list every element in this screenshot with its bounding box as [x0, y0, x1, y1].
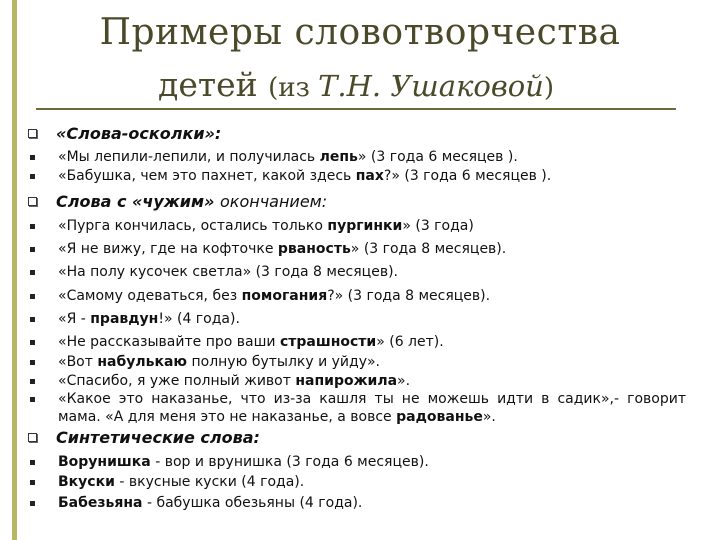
list-item	[22, 148, 706, 166]
list-item-text: «Я - правдун!» (4 года).	[58, 311, 240, 327]
title-main-word: детей	[158, 65, 258, 104]
list-item-text: «Бабушка, чем это пахнет, какой здесь пах?» (3 года 6 месяцев ).	[58, 168, 552, 184]
square-bullet-icon	[22, 390, 46, 408]
list-item	[22, 494, 706, 512]
list-item	[22, 217, 706, 235]
list-item-text: Бабезьяна - бабушка обезьяны (4 года).	[58, 495, 363, 511]
square-bullet-icon	[22, 287, 46, 305]
square-bullet-icon	[22, 310, 46, 328]
list-item	[22, 333, 706, 351]
title-paren-open: (из	[268, 73, 319, 103]
list-item	[22, 240, 706, 258]
list-item-text: «Мы лепили-лепили, и получилась лепь» (3 года 6 месяцев ).	[58, 149, 518, 165]
section-heading: «Слова-осколки»:	[56, 124, 222, 143]
list-item	[22, 310, 706, 328]
square-bullet-icon	[22, 217, 46, 235]
list-item	[22, 263, 706, 281]
checkbox-bullet-icon	[22, 192, 46, 210]
list-item	[22, 287, 706, 305]
square-bullet-icon	[22, 333, 46, 351]
list-item	[22, 372, 706, 390]
square-bullet-icon	[22, 240, 46, 258]
list-item	[22, 390, 706, 426]
list-item-text: «Спасибо, я уже полный живот напирожила».	[58, 373, 411, 389]
list-item-text: «Какое это наказанье, что из-за кашля ты не можешь идти в садик»,- говорит мама. «А для меня это не наказанье, а вовсе радованье».	[58, 391, 686, 425]
section-heading-synthetic	[22, 428, 706, 448]
slide-title-line-1: Примеры словотворчества	[99, 12, 621, 53]
title-author: Т.Н. Ушаковой	[318, 69, 544, 103]
list-item-text: «Самому одеваться, без помогания?» (3 года 8 месяцев).	[58, 288, 491, 304]
checkbox-bullet-icon	[22, 124, 46, 142]
title-paren-close: )	[543, 73, 555, 103]
square-bullet-icon	[22, 148, 46, 166]
section-heading-fragments	[22, 124, 706, 144]
square-bullet-icon	[22, 167, 46, 185]
list-item	[22, 353, 706, 371]
section-heading-foreign-endings	[22, 192, 706, 212]
square-bullet-icon	[22, 473, 46, 491]
list-item-text: «Я не вижу, где на кофточке рваность» (3 года 8 месяцев).	[58, 241, 507, 257]
list-item	[22, 167, 706, 185]
square-bullet-icon	[22, 372, 46, 390]
list-item-text: «Не рассказывайте про ваши страшности» (6 лет).	[58, 334, 444, 350]
square-bullet-icon	[22, 353, 46, 371]
list-item-text: Вкуски - вкусные куски (4 года).	[58, 474, 305, 490]
list-item	[22, 453, 706, 471]
list-item	[22, 473, 706, 491]
list-item-text: Ворунишка - вор и врунишка (3 года 6 месяцев).	[58, 454, 429, 470]
list-item-text: «На полу кусочек светла» (3 года 8 месяцев).	[58, 264, 398, 280]
square-bullet-icon	[22, 453, 46, 471]
square-bullet-icon	[22, 494, 46, 512]
section-heading: Синтетические слова:	[56, 428, 260, 447]
checkbox-bullet-icon	[22, 428, 46, 446]
square-bullet-icon	[22, 263, 46, 281]
list-item-text: «Пурга кончилась, остались только пургинки» (3 года)	[58, 218, 474, 234]
list-item-text: «Вот набулькаю полную бутылку и уйду».	[58, 354, 381, 370]
section-heading: Слова с «чужим» окончанием:	[56, 192, 328, 211]
